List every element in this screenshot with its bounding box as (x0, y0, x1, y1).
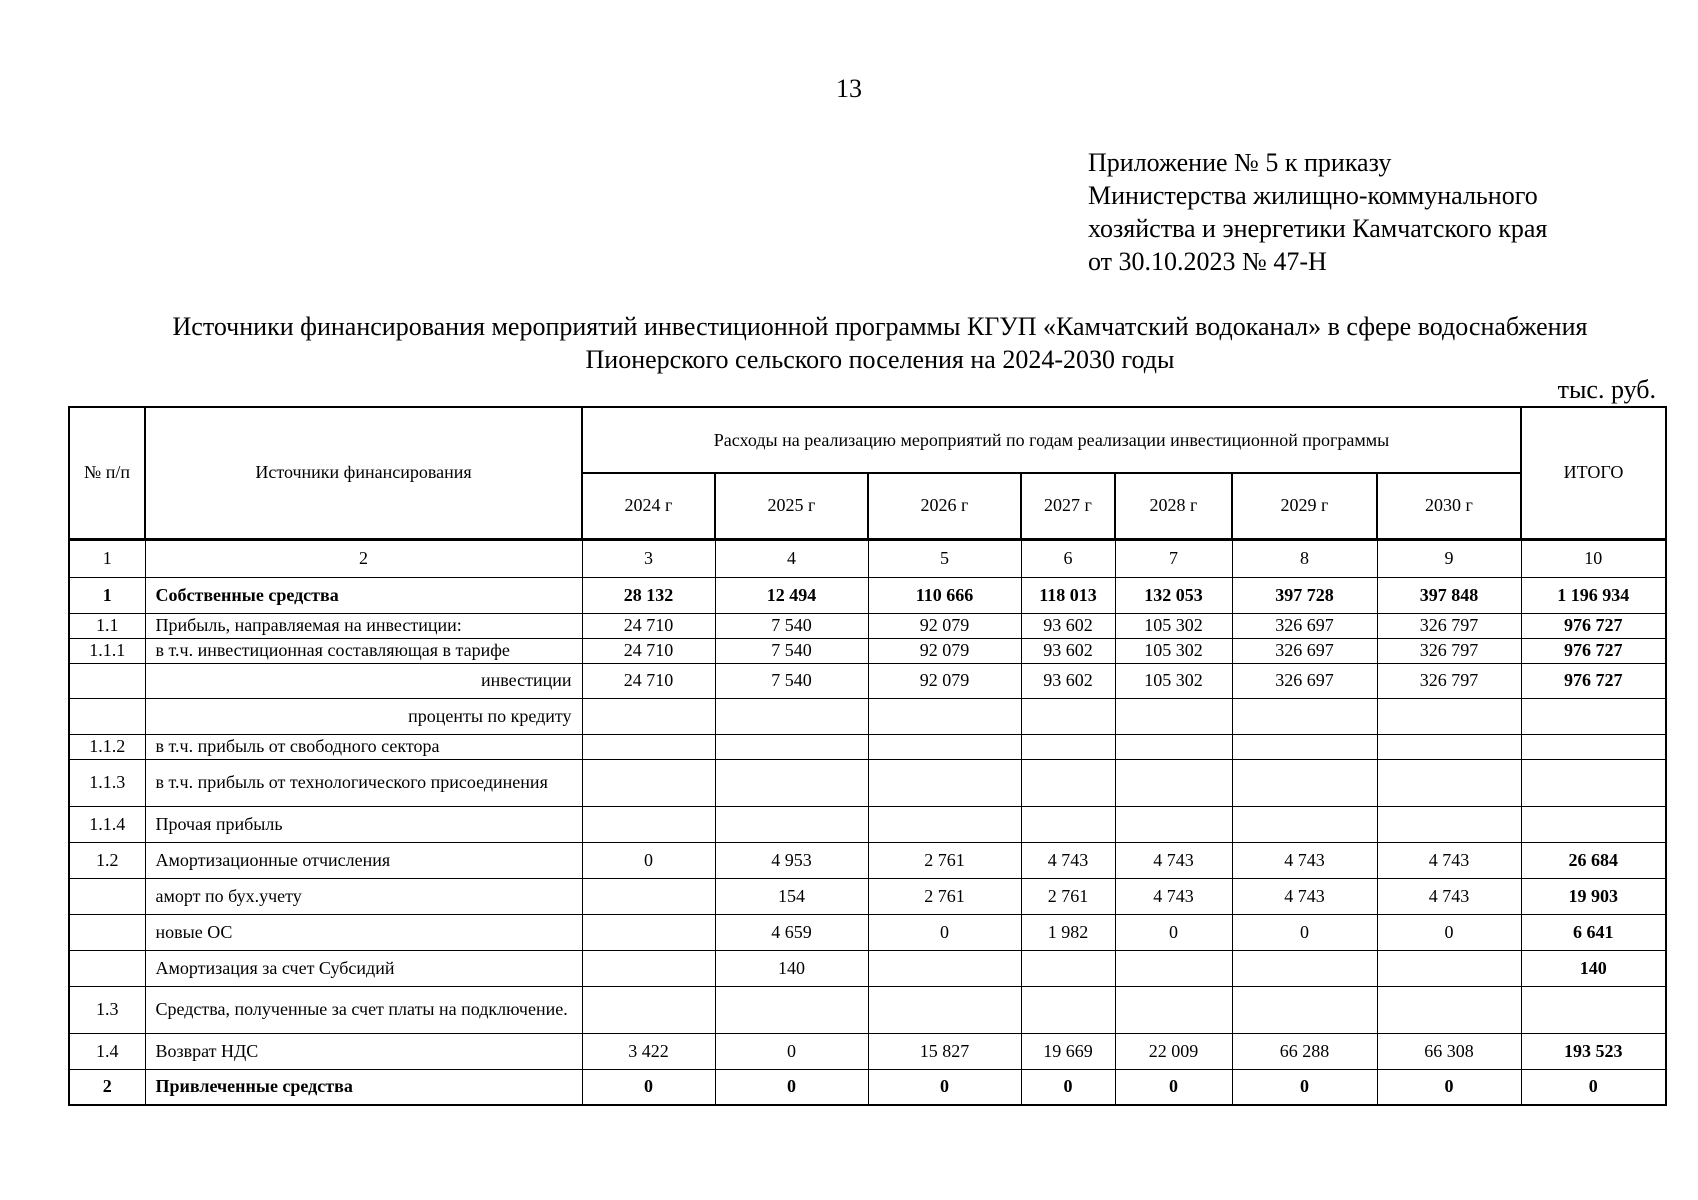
appendix-line: Министерства жилищно-коммунального (1088, 181, 1538, 210)
column-number: 6 (1021, 539, 1115, 577)
year-value-cell (1021, 759, 1115, 806)
appendix-line: Приложение № 5 к приказу (1088, 148, 1392, 177)
year-value-cell: 0 (1232, 1069, 1377, 1105)
table-row (69, 806, 1666, 842)
header-year: 2026 г (868, 473, 1021, 539)
year-value-cell (868, 986, 1021, 1033)
row-source-name: Прибыль, направляемая на инвестиции: (145, 613, 582, 638)
header-year: 2030 г (1377, 473, 1521, 539)
year-value-cell: 4 743 (1115, 842, 1232, 878)
year-value-cell (1115, 734, 1232, 759)
table-row (69, 950, 1666, 986)
header-year: 2028 г (1115, 473, 1232, 539)
year-value-cell: 4 953 (715, 842, 868, 878)
year-value-cell (1232, 986, 1377, 1033)
document-title (60, 310, 1698, 376)
row-source-name: инвестиции (145, 663, 582, 698)
year-value-cell (1021, 698, 1115, 734)
year-value-cell: 132 053 (1115, 577, 1232, 613)
year-value-cell (1021, 806, 1115, 842)
row-total (1521, 806, 1666, 842)
table-row (69, 986, 1666, 1033)
row-total: 140 (1521, 950, 1666, 986)
row-total: 19 903 (1521, 878, 1666, 914)
year-value-cell: 0 (1021, 1069, 1115, 1105)
row-number: 1.1.1 (69, 638, 145, 663)
row-source-name: в т.ч. прибыль от технологического присоединения (145, 759, 582, 806)
header-year: 2029 г (1232, 473, 1377, 539)
year-value-cell: 24 710 (582, 663, 715, 698)
year-value-cell (1377, 986, 1521, 1033)
row-total: 976 727 (1521, 663, 1666, 698)
year-value-cell: 4 743 (1232, 878, 1377, 914)
year-value-cell (1115, 698, 1232, 734)
row-number: 2 (69, 1069, 145, 1105)
table-row (69, 1069, 1666, 1105)
year-value-cell: 0 (715, 1033, 868, 1069)
year-value-cell: 0 (1115, 1069, 1232, 1105)
year-value-cell (1377, 759, 1521, 806)
year-value-cell (1021, 950, 1115, 986)
row-source-name: в т.ч. прибыль от свободного сектора (145, 734, 582, 759)
column-number: 1 (69, 539, 145, 577)
row-source-name: проценты по кредиту (145, 698, 582, 734)
year-value-cell: 1 982 (1021, 914, 1115, 950)
year-value-cell: 0 (582, 1069, 715, 1105)
year-value-cell: 24 710 (582, 613, 715, 638)
year-value-cell (1377, 950, 1521, 986)
row-number: 1.1.4 (69, 806, 145, 842)
year-value-cell (582, 878, 715, 914)
year-value-cell: 2 761 (868, 878, 1021, 914)
title-line-2: Пионерского сельского поселения на 2024-2030 годы (585, 345, 1175, 374)
row-total (1521, 986, 1666, 1033)
row-source-name: Привлеченные средства (145, 1069, 582, 1105)
row-total: 0 (1521, 1069, 1666, 1105)
year-value-cell: 326 697 (1232, 663, 1377, 698)
year-value-cell: 0 (1115, 914, 1232, 950)
year-value-cell (868, 698, 1021, 734)
table-row (69, 1033, 1666, 1069)
year-value-cell (715, 698, 868, 734)
row-source-name: Прочая прибыль (145, 806, 582, 842)
row-source-name: новые ОС (145, 914, 582, 950)
year-value-cell: 4 743 (1232, 842, 1377, 878)
year-value-cell: 93 602 (1021, 663, 1115, 698)
appendix-block (1088, 146, 1547, 278)
row-total: 193 523 (1521, 1033, 1666, 1069)
header-expenses: Расходы на реализацию мероприятий по годам реализации инвестиционной программы (582, 407, 1521, 473)
year-value-cell: 93 602 (1021, 613, 1115, 638)
year-value-cell: 140 (715, 950, 868, 986)
column-number: 7 (1115, 539, 1232, 577)
year-value-cell: 92 079 (868, 663, 1021, 698)
year-value-cell: 0 (582, 842, 715, 878)
year-value-cell (715, 734, 868, 759)
row-number: 1.1 (69, 613, 145, 638)
year-value-cell (1232, 734, 1377, 759)
row-total: 976 727 (1521, 613, 1666, 638)
row-total: 1 196 934 (1521, 577, 1666, 613)
table-row (69, 698, 1666, 734)
table-row (69, 842, 1666, 878)
row-source-name: в т.ч. инвестиционная составляющая в тарифе (145, 638, 582, 663)
year-value-cell (1232, 759, 1377, 806)
year-value-cell: 4 743 (1021, 842, 1115, 878)
year-value-cell: 0 (1377, 1069, 1521, 1105)
year-value-cell (1115, 759, 1232, 806)
year-value-cell (715, 759, 868, 806)
year-value-cell: 326 797 (1377, 613, 1521, 638)
year-value-cell: 7 540 (715, 638, 868, 663)
row-number: 1.1.3 (69, 759, 145, 806)
row-total (1521, 759, 1666, 806)
year-value-cell: 7 540 (715, 613, 868, 638)
year-value-cell (868, 950, 1021, 986)
row-number: 1.3 (69, 986, 145, 1033)
row-source-name: Амортизация за счет Субсидий (145, 950, 582, 986)
year-value-cell: 66 308 (1377, 1033, 1521, 1069)
year-value-cell (868, 734, 1021, 759)
year-value-cell: 7 540 (715, 663, 868, 698)
year-value-cell: 154 (715, 878, 868, 914)
header-source: Источники финансирования (145, 407, 582, 539)
table-row (69, 734, 1666, 759)
row-total (1521, 698, 1666, 734)
year-value-cell: 0 (1377, 914, 1521, 950)
row-source-name: Собственные средства (145, 577, 582, 613)
row-number (69, 663, 145, 698)
year-value-cell: 4 743 (1377, 842, 1521, 878)
year-value-cell (1232, 698, 1377, 734)
row-number: 1.4 (69, 1033, 145, 1069)
year-value-cell: 326 797 (1377, 663, 1521, 698)
column-number: 10 (1521, 539, 1666, 577)
year-value-cell (715, 806, 868, 842)
year-value-cell: 110 666 (868, 577, 1021, 613)
year-value-cell: 0 (1232, 914, 1377, 950)
year-value-cell: 15 827 (868, 1033, 1021, 1069)
header-total: ИТОГО (1521, 407, 1666, 539)
year-value-cell: 4 743 (1377, 878, 1521, 914)
year-value-cell (1232, 806, 1377, 842)
year-value-cell (1021, 734, 1115, 759)
year-value-cell: 28 132 (582, 577, 715, 613)
table-row (69, 577, 1666, 613)
row-source-name: Возврат НДС (145, 1033, 582, 1069)
year-value-cell: 118 013 (1021, 577, 1115, 613)
table-row (69, 878, 1666, 914)
row-source-name: Амортизационные отчисления (145, 842, 582, 878)
column-number: 5 (868, 539, 1021, 577)
row-source-name: Средства, полученные за счет платы на подключение. (145, 986, 582, 1033)
column-number: 3 (582, 539, 715, 577)
table-row (69, 663, 1666, 698)
row-number (69, 878, 145, 914)
header-num: № п/п (69, 407, 145, 539)
year-value-cell (1021, 986, 1115, 1033)
table-row (69, 638, 1666, 663)
year-value-cell (868, 806, 1021, 842)
year-value-cell: 397 728 (1232, 577, 1377, 613)
year-value-cell (715, 986, 868, 1033)
page-number: 13 (836, 74, 862, 103)
row-number: 1 (69, 577, 145, 613)
column-number: 4 (715, 539, 868, 577)
year-value-cell: 12 494 (715, 577, 868, 613)
year-value-cell (1115, 806, 1232, 842)
year-value-cell: 92 079 (868, 613, 1021, 638)
year-value-cell (582, 806, 715, 842)
title-line-1: Источники финансирования мероприятий инвестиционной программы КГУП «Камчатский водоканал» в сфере водоснабжения (172, 312, 1588, 341)
row-number: 1.2 (69, 842, 145, 878)
year-value-cell: 105 302 (1115, 663, 1232, 698)
year-value-cell: 2 761 (1021, 878, 1115, 914)
year-value-cell (1232, 950, 1377, 986)
header-year: 2027 г (1021, 473, 1115, 539)
row-total (1521, 734, 1666, 759)
table-row (69, 613, 1666, 638)
year-value-cell: 3 422 (582, 1033, 715, 1069)
year-value-cell (868, 759, 1021, 806)
year-value-cell (1377, 734, 1521, 759)
appendix-line: от 30.10.2023 № 47-Н (1088, 247, 1327, 276)
year-value-cell: 105 302 (1115, 638, 1232, 663)
year-value-cell: 22 009 (1115, 1033, 1232, 1069)
table-row (69, 759, 1666, 806)
row-total: 976 727 (1521, 638, 1666, 663)
year-value-cell: 0 (868, 914, 1021, 950)
column-number: 2 (145, 539, 582, 577)
year-value-cell: 4 659 (715, 914, 868, 950)
units-label: тыс. руб. (1557, 375, 1656, 404)
year-value-cell (582, 698, 715, 734)
table-body (69, 539, 1666, 1105)
year-value-cell (582, 734, 715, 759)
year-value-cell: 19 669 (1021, 1033, 1115, 1069)
year-value-cell (582, 986, 715, 1033)
year-value-cell (1377, 806, 1521, 842)
year-value-cell: 92 079 (868, 638, 1021, 663)
row-total: 26 684 (1521, 842, 1666, 878)
year-value-cell: 326 697 (1232, 638, 1377, 663)
year-value-cell: 326 697 (1232, 613, 1377, 638)
row-number (69, 698, 145, 734)
year-value-cell (1115, 986, 1232, 1033)
year-value-cell: 93 602 (1021, 638, 1115, 663)
year-value-cell: 397 848 (1377, 577, 1521, 613)
column-number: 9 (1377, 539, 1521, 577)
year-value-cell: 105 302 (1115, 613, 1232, 638)
year-value-cell (582, 759, 715, 806)
year-value-cell: 2 761 (868, 842, 1021, 878)
year-value-cell: 4 743 (1115, 878, 1232, 914)
header-year: 2024 г (582, 473, 715, 539)
year-value-cell (1115, 950, 1232, 986)
year-value-cell: 0 (715, 1069, 868, 1105)
year-value-cell: 24 710 (582, 638, 715, 663)
appendix-line: хозяйства и энергетики Камчатского края (1088, 214, 1548, 243)
row-total: 6 641 (1521, 914, 1666, 950)
year-value-cell: 66 288 (1232, 1033, 1377, 1069)
row-source-name: аморт по бух.учету (145, 878, 582, 914)
year-value-cell (582, 914, 715, 950)
header-year: 2025 г (715, 473, 868, 539)
financing-table (68, 406, 1667, 1106)
year-value-cell: 326 797 (1377, 638, 1521, 663)
column-number: 8 (1232, 539, 1377, 577)
row-number (69, 914, 145, 950)
column-numbers-row (69, 539, 1666, 577)
row-number: 1.1.2 (69, 734, 145, 759)
table-row (69, 914, 1666, 950)
year-value-cell (1377, 698, 1521, 734)
row-number (69, 950, 145, 986)
year-value-cell: 0 (868, 1069, 1021, 1105)
year-value-cell (582, 950, 715, 986)
